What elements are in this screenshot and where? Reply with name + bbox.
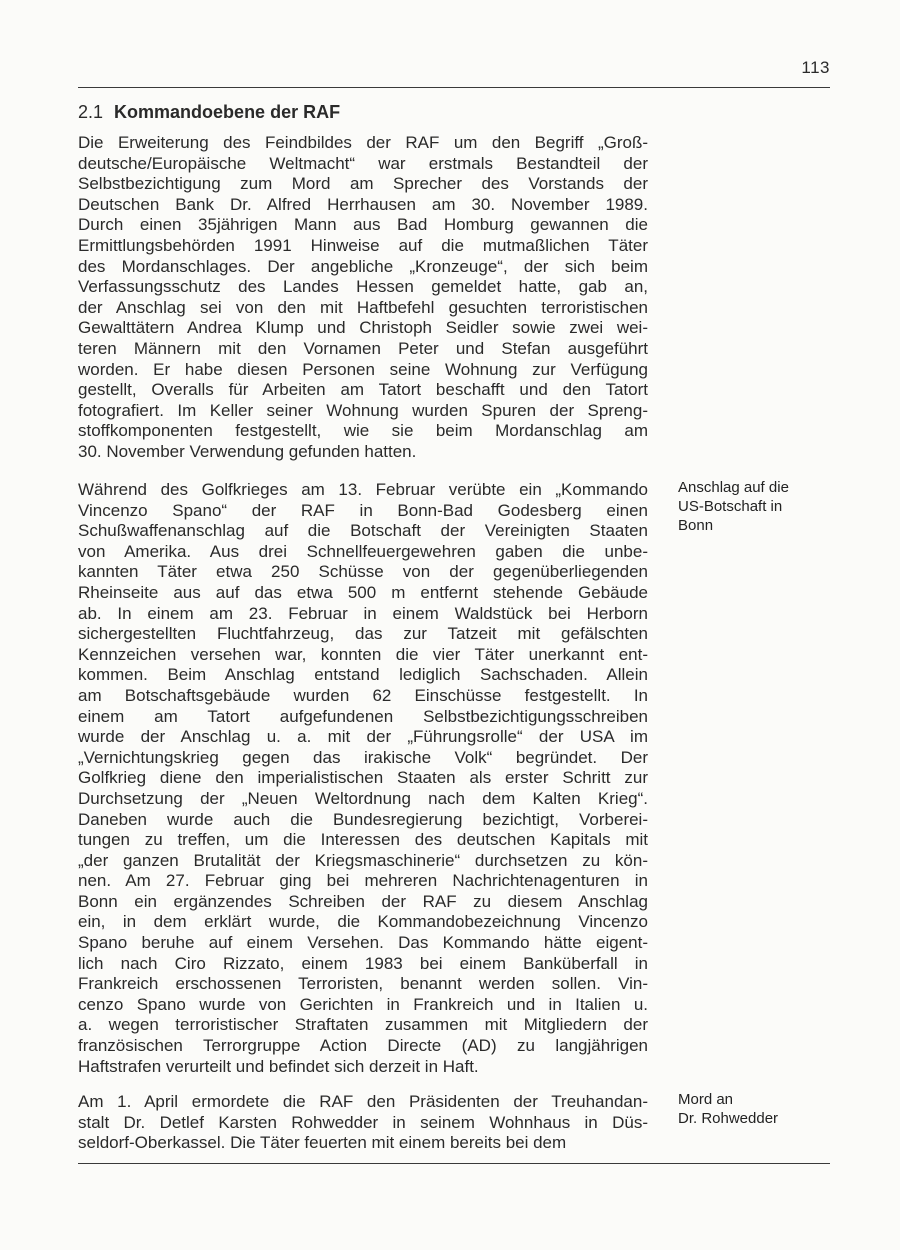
text-line: teren Männern mit den Vornamen Peter und Stefan ausgeführt	[78, 338, 648, 358]
text-line: nen. Am 27. Februar ging bei mehreren Nachrichtenagenturen in	[78, 871, 648, 891]
text-line: Am 1. April ermordete die RAF den Präsidenten der Treuhandan-	[78, 1092, 648, 1111]
text-line: am Botschaftsgebäude wurden 62 Einschüsse festgestellt. In	[78, 685, 648, 705]
text-line: französischen Terrorgruppe Action Directe (AD) zu langjährigen	[78, 1036, 648, 1056]
text-line: ab. In einem am 23. Februar in einem Waldstück bei Herborn	[78, 603, 648, 623]
text-line: Ermittlungsbehörden 1991 Hinweise auf die mutmaßlichen Täter	[78, 235, 648, 255]
text-line: Die Erweiterung des Feindbildes der RAF um den Begriff „Groß-	[78, 133, 648, 152]
text-line: „Vernichtungskrieg gegen das irakische Volk“ begründet. Der	[78, 747, 648, 767]
section-number: 2.1	[78, 102, 104, 122]
text-line: Frankreich erschossenen Terroristen, benannt werden sollen. Vin-	[78, 974, 648, 994]
text-line: stalt Dr. Detlef Karsten Rohwedder in seinem Wohnhaus in Düs-	[78, 1112, 648, 1132]
text-line: Haftstrafen verurteilt und befindet sich derzeit in Haft.	[78, 1056, 479, 1076]
text-line: Spano beruhe auf einem Versehen. Das Kommando hätte eigent-	[78, 933, 648, 953]
text-line: sichergestellten Fluchtfahrzeug, das zur Tatzeit mit gefälschten	[78, 624, 648, 644]
text-line: Während des Golfkrieges am 13. Februar verübte ein „Kommando	[78, 480, 648, 499]
text-line: ein, in dem erklärt wurde, die Kommandobezeichnung Vincenzo	[78, 912, 648, 932]
text-line: seldorf-Oberkassel. Die Täter feuerten mit einem bereits bei dem	[78, 1133, 567, 1153]
paragraph-rohwedder	[78, 1092, 648, 1154]
margin-note-line: Anschlag auf die	[678, 479, 789, 496]
header-rule	[78, 87, 830, 88]
margin-note-line: Mord an	[678, 1091, 734, 1108]
section-title: Kommandoebene der RAF	[114, 102, 341, 122]
paragraph-us-embassy	[78, 480, 648, 1077]
text-line: Durch einen 35jährigen Mann aus Bad Homburg gewannen die	[78, 215, 648, 235]
text-line: Schußwaffenanschlag auf die Botschaft der Vereinigten Staaten	[78, 521, 648, 541]
margin-note-rohwedder	[678, 1090, 838, 1128]
text-line: tungen zu treffen, um die Interessen des deutschen Kapitals mit	[78, 830, 648, 850]
text-line: Selbstbezichtigung zum Mord am Sprecher des Vorstands der	[78, 174, 648, 194]
text-line: Deutschen Bank Dr. Alfred Herrhausen am 30. November 1989.	[78, 194, 648, 214]
page-number: 113	[801, 58, 830, 77]
text-line: wurde der Anschlag u. a. mit der „Führungsrolle“ der USA im	[78, 727, 648, 747]
margin-note-us-embassy	[678, 478, 838, 535]
text-line: Daneben wurde auch die Bundesregierung bezichtigt, Vorberei-	[78, 809, 648, 829]
text-line: der Anschlag sei von den mit Haftbefehl gesuchten terroristischen	[78, 297, 648, 317]
text-line: Bonn ein ergänzendes Schreiben der RAF zu diesem Anschlag	[78, 891, 648, 911]
text-line: kannten Täter etwa 250 Schüsse von der gegenüberliegenden	[78, 562, 648, 582]
footer-rule	[78, 1163, 830, 1164]
text-line: „der ganzen Brutalität der Kriegsmaschinerie“ durchsetzen zu kön-	[78, 850, 648, 870]
margin-note-line: US-Botschaft in	[678, 498, 783, 515]
text-line: des Mordanschlages. Der angebliche „Kronzeuge“, der sich beim	[78, 256, 648, 276]
margin-note-line: Bonn	[678, 517, 714, 534]
text-line: 30. November Verwendung gefunden hatten.	[78, 441, 417, 461]
text-line: von Amerika. Aus drei Schnellfeuergewehren gaben die unbe-	[78, 541, 648, 561]
margin-note-line: Dr. Rohwedder	[678, 1110, 779, 1127]
paragraph-herrhausen	[78, 133, 648, 463]
text-line: Gewalttätern Andrea Klump und Christoph Seidler sowie zwei wei-	[78, 318, 648, 338]
text-line: lich nach Ciro Rizzato, einem 1983 bei einem Banküberfall in	[78, 953, 648, 973]
text-line: worden. Er habe diesen Personen seine Wohnung zur Verfügung	[78, 359, 648, 379]
text-line: Verfassungsschutz des Landes Hessen gemeldet hatte, gab an,	[78, 277, 648, 297]
text-line: einem am Tatort aufgefundenen Selbstbezichtigungsschreiben	[78, 706, 648, 726]
text-line: Durchsetzung der „Neuen Weltordnung nach dem Kalten Krieg“.	[78, 788, 648, 808]
text-line: Golfkrieg diene den imperialistischen Staaten als erster Schritt zur	[78, 768, 648, 788]
section-heading	[78, 100, 658, 124]
text-line: kommen. Beim Anschlag entstand lediglich Sachschaden. Allein	[78, 665, 648, 685]
text-line: gestellt, Overalls für Arbeiten am Tatort beschafft und den Tatort	[78, 380, 648, 400]
text-line: Rheinseite aus auf das etwa 500 m entfernt stehende Gebäude	[78, 582, 648, 602]
text-line: deutsche/Europäische Weltmacht“ war erstmals Bestandteil der	[78, 153, 648, 173]
text-line: fotografiert. Im Keller seiner Wohnung wurden Spuren der Spreng-	[78, 400, 648, 420]
text-line: stoffkomponenten festgestellt, wie sie beim Mordanschlag am	[78, 421, 648, 441]
text-line: Vincenzo Spano“ der RAF in Bonn-Bad Godesberg einen	[78, 500, 648, 520]
text-line: cenzo Spano wurde von Gerichten in Frankreich und in Italien u.	[78, 994, 648, 1014]
text-line: Kennzeichen versehen war, konnten die vier Täter unerkannt ent-	[78, 644, 648, 664]
text-line: a. wegen terroristischer Straftaten zusammen mit Mitgliedern der	[78, 1015, 648, 1035]
